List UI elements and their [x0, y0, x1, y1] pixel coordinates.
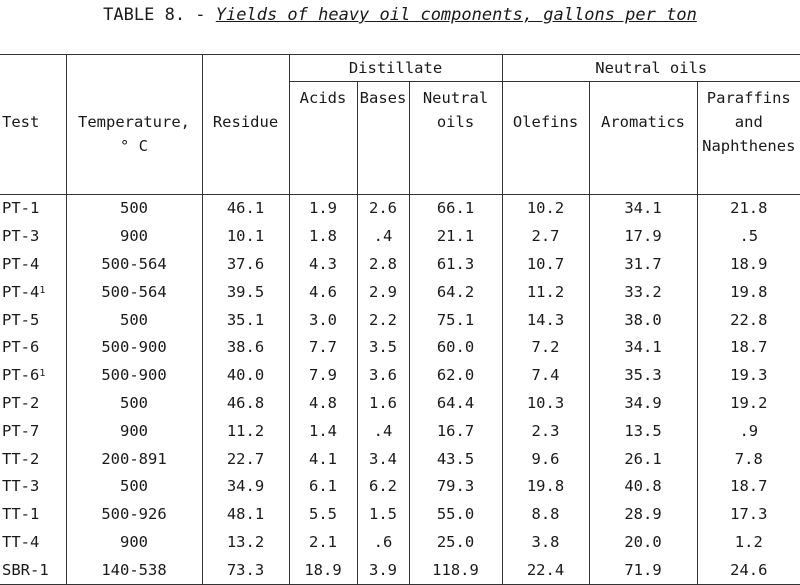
cell-paraffins: 19.3: [697, 362, 800, 390]
cell-paraffins: .5: [697, 223, 800, 251]
cell-residue: 38.6: [202, 334, 289, 362]
cell-paraffins: 19.2: [697, 390, 800, 418]
cell-acids: 4.8: [289, 390, 357, 418]
cell-paraffins: 18.7: [697, 473, 800, 501]
cell-residue: 40.0: [202, 362, 289, 390]
cell-temperature: 500-564: [66, 278, 202, 306]
cell-aromatics: 33.2: [589, 278, 697, 306]
yields-table: [0, 54, 800, 585]
cell-test: [0, 278, 66, 306]
cell-bases: 3.9: [357, 556, 409, 584]
cell-temperature: 500: [66, 473, 202, 501]
aromatics-column-header: [589, 82, 697, 195]
test-id: TT-4: [2, 532, 40, 551]
neutral-oils-header-line1: Neutral: [422, 89, 489, 107]
test-id: PT-5: [2, 310, 40, 329]
cell-aromatics: 26.1: [589, 445, 697, 473]
cell-aromatics: 40.8: [589, 473, 697, 501]
test-id: PT-3: [2, 227, 40, 246]
cell-olefins: 10.2: [502, 195, 589, 223]
neutral-oils-header-line2: oils: [436, 113, 475, 131]
test-id: PT-4: [2, 254, 40, 273]
footnote-marker: 1: [39, 368, 46, 380]
temperature-header-line1: Temperature,: [78, 112, 190, 131]
cell-temperature: 900: [66, 417, 202, 445]
table-row: [0, 306, 800, 334]
table-row: [0, 223, 800, 251]
test-id: SBR-1: [2, 560, 49, 579]
cell-olefins: 3.8: [502, 529, 589, 557]
cell-residue: 35.1: [202, 306, 289, 334]
cell-bases: 6.2: [357, 473, 409, 501]
cell-paraffins: 22.8: [697, 306, 800, 334]
test-id: TT-1: [2, 505, 40, 524]
table-row: [0, 417, 800, 445]
cell-neutral-oils: 55.0: [409, 501, 502, 529]
test-id: PT-6: [2, 366, 40, 385]
cell-olefins: 11.2: [502, 278, 589, 306]
cell-paraffins: 17.3: [697, 501, 800, 529]
table-row: [0, 362, 800, 390]
cell-olefins: 2.7: [502, 223, 589, 251]
cell-test: [0, 473, 66, 501]
cell-olefins: 14.3: [502, 306, 589, 334]
cell-aromatics: 17.9: [589, 223, 697, 251]
cell-neutral-oils: 64.2: [409, 278, 502, 306]
cell-aromatics: 31.7: [589, 251, 697, 279]
cell-aromatics: 34.1: [589, 334, 697, 362]
cell-neutral-oils: 43.5: [409, 445, 502, 473]
cell-test: [0, 334, 66, 362]
cell-acids: 1.8: [289, 223, 357, 251]
cell-residue: 10.1: [202, 223, 289, 251]
cell-temperature: 500-926: [66, 501, 202, 529]
cell-olefins: 8.8: [502, 501, 589, 529]
cell-bases: .6: [357, 529, 409, 557]
cell-acids: 4.1: [289, 445, 357, 473]
cell-bases: 2.6: [357, 195, 409, 223]
cell-temperature: 500-564: [66, 251, 202, 279]
cell-test: [0, 556, 66, 584]
cell-paraffins: 1.2: [697, 529, 800, 557]
cell-bases: 2.8: [357, 251, 409, 279]
cell-neutral-oils: 16.7: [409, 417, 502, 445]
cell-olefins: 10.7: [502, 251, 589, 279]
cell-aromatics: 38.0: [589, 306, 697, 334]
cell-neutral-oils: 62.0: [409, 362, 502, 390]
cell-olefins: 10.3: [502, 390, 589, 418]
cell-acids: 4.6: [289, 278, 357, 306]
table-row: [0, 501, 800, 529]
cell-residue: 73.3: [202, 556, 289, 584]
table-row: [0, 278, 800, 306]
cell-bases: 3.5: [357, 334, 409, 362]
residue-column-header: [202, 82, 289, 195]
cell-acids: 2.1: [289, 529, 357, 557]
cell-neutral-oils: 25.0: [409, 529, 502, 557]
cell-temperature: 140-538: [66, 556, 202, 584]
cell-neutral-oils: 60.0: [409, 334, 502, 362]
paraffins-header-line3: Naphthenes: [702, 137, 796, 155]
table-row: [0, 195, 800, 223]
test-id: TT-2: [2, 449, 40, 468]
cell-bases: 1.6: [357, 390, 409, 418]
neutral-oils-column-header: [409, 82, 502, 195]
cell-residue: 48.1: [202, 501, 289, 529]
cell-paraffins: .9: [697, 417, 800, 445]
cell-bases: .4: [357, 417, 409, 445]
header-spacer: [202, 55, 289, 82]
table-row: [0, 334, 800, 362]
cell-temperature: 200-891: [66, 445, 202, 473]
cell-test: [0, 362, 66, 390]
cell-neutral-oils: 66.1: [409, 195, 502, 223]
cell-paraffins: 21.8: [697, 195, 800, 223]
cell-neutral-oils: 61.3: [409, 251, 502, 279]
cell-aromatics: 71.9: [589, 556, 697, 584]
cell-residue: 37.6: [202, 251, 289, 279]
cell-olefins: 7.4: [502, 362, 589, 390]
table-row: [0, 529, 800, 557]
cell-test: [0, 306, 66, 334]
table-number: TABLE 8. -: [103, 5, 216, 25]
temperature-column-header: [66, 82, 202, 195]
cell-acids: 7.9: [289, 362, 357, 390]
test-column-header: [0, 82, 66, 195]
test-id: PT-2: [2, 393, 40, 412]
distillate-group-header: Distillate: [289, 55, 502, 82]
cell-olefins: 2.3: [502, 417, 589, 445]
cell-test: [0, 390, 66, 418]
cell-residue: 11.2: [202, 417, 289, 445]
cell-bases: 3.6: [357, 362, 409, 390]
cell-test: [0, 195, 66, 223]
olefins-column-header: [502, 82, 589, 195]
paraffins-header-line1: Paraffins: [706, 89, 791, 107]
cell-paraffins: 24.6: [697, 556, 800, 584]
cell-neutral-oils: 79.3: [409, 473, 502, 501]
cell-aromatics: 34.9: [589, 390, 697, 418]
paraffins-column-header: [697, 82, 800, 195]
cell-temperature: 900: [66, 223, 202, 251]
table-body: [0, 195, 800, 585]
cell-aromatics: 28.9: [589, 501, 697, 529]
cell-residue: 46.1: [202, 195, 289, 223]
cell-residue: 34.9: [202, 473, 289, 501]
cell-olefins: 7.2: [502, 334, 589, 362]
footnote-marker: 1: [39, 284, 46, 296]
test-id: PT-6: [2, 338, 40, 357]
cell-temperature: 500-900: [66, 334, 202, 362]
cell-acids: 6.1: [289, 473, 357, 501]
cell-residue: 22.7: [202, 445, 289, 473]
aromatics-header-label: Aromatics: [601, 113, 686, 131]
cell-paraffins: 19.8: [697, 278, 800, 306]
residue-header-label: Residue: [212, 112, 279, 131]
cell-olefins: 22.4: [502, 556, 589, 584]
cell-test: [0, 445, 66, 473]
table-row: [0, 556, 800, 584]
cell-neutral-oils: 64.4: [409, 390, 502, 418]
neutral-oils-group-header: Neutral oils: [502, 55, 800, 82]
paraffins-header-line2: and: [734, 113, 763, 131]
cell-acids: 5.5: [289, 501, 357, 529]
cell-acids: 4.3: [289, 251, 357, 279]
cell-temperature: 900: [66, 529, 202, 557]
cell-acids: 7.7: [289, 334, 357, 362]
table-caption: Yields of heavy oil components, gallons per ton: [215, 5, 697, 25]
test-id: PT-7: [2, 421, 40, 440]
cell-olefins: 19.8: [502, 473, 589, 501]
cell-neutral-oils: 75.1: [409, 306, 502, 334]
cell-temperature: 500: [66, 195, 202, 223]
table-row: [0, 473, 800, 501]
bases-column-header: [357, 82, 409, 195]
test-id: PT-4: [2, 282, 40, 301]
acids-header-label: Acids: [299, 89, 347, 107]
cell-aromatics: 34.1: [589, 195, 697, 223]
cell-neutral-oils: 21.1: [409, 223, 502, 251]
test-header-label: Test: [2, 112, 40, 131]
cell-temperature: 500-900: [66, 362, 202, 390]
cell-paraffins: 18.9: [697, 251, 800, 279]
table-title: [0, 4, 800, 26]
cell-test: [0, 223, 66, 251]
test-id: TT-3: [2, 477, 40, 496]
cell-temperature: 500: [66, 390, 202, 418]
cell-test: [0, 417, 66, 445]
cell-aromatics: 20.0: [589, 529, 697, 557]
table-row: [0, 390, 800, 418]
header-spacer: [66, 55, 202, 82]
cell-paraffins: 18.7: [697, 334, 800, 362]
cell-test: [0, 501, 66, 529]
cell-acids: 1.4: [289, 417, 357, 445]
cell-bases: .4: [357, 223, 409, 251]
acids-column-header: [289, 82, 357, 195]
cell-neutral-oils: 118.9: [409, 556, 502, 584]
olefins-header-label: Olefins: [512, 113, 579, 131]
cell-residue: 13.2: [202, 529, 289, 557]
cell-test: [0, 251, 66, 279]
temperature-header-line2: ° C: [120, 136, 148, 155]
test-id: PT-1: [2, 199, 40, 218]
cell-residue: 39.5: [202, 278, 289, 306]
cell-aromatics: 35.3: [589, 362, 697, 390]
cell-acids: 1.9: [289, 195, 357, 223]
table-row: [0, 445, 800, 473]
cell-test: [0, 529, 66, 557]
header-spacer: [0, 55, 66, 82]
bases-header-label: Bases: [359, 89, 407, 107]
cell-residue: 46.8: [202, 390, 289, 418]
cell-aromatics: 13.5: [589, 417, 697, 445]
cell-temperature: 500: [66, 306, 202, 334]
cell-acids: 18.9: [289, 556, 357, 584]
cell-bases: 3.4: [357, 445, 409, 473]
cell-bases: 2.2: [357, 306, 409, 334]
cell-acids: 3.0: [289, 306, 357, 334]
cell-bases: 2.9: [357, 278, 409, 306]
cell-paraffins: 7.8: [697, 445, 800, 473]
cell-bases: 1.5: [357, 501, 409, 529]
cell-olefins: 9.6: [502, 445, 589, 473]
table-row: [0, 251, 800, 279]
